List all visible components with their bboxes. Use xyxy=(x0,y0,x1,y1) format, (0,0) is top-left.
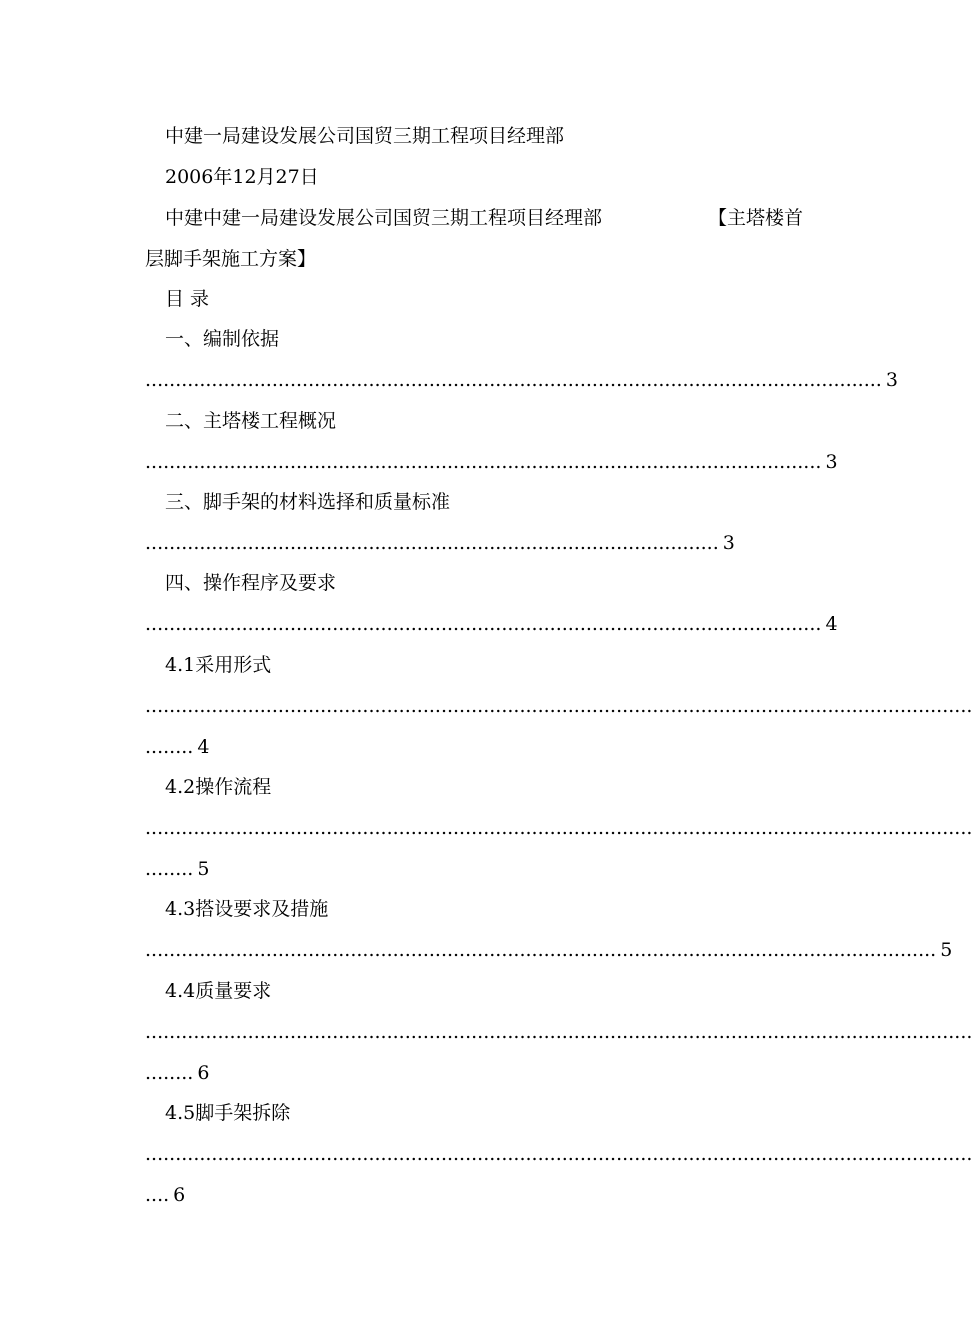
toc-leader: ......................................................................................................................................... xyxy=(145,695,972,717)
toc-dots: ........ xyxy=(145,858,194,880)
toc-item-label: 4.2操作流程 xyxy=(165,776,272,798)
toc-title: 目 录 xyxy=(165,288,210,310)
toc-item-page: 3 xyxy=(722,532,735,554)
toc-item-label: 4.4质量要求 xyxy=(165,980,272,1002)
toc-leader xyxy=(145,612,838,636)
toc-dots: ........ xyxy=(145,1062,194,1084)
toc-leader: ......................................................................................................................................... xyxy=(145,1021,972,1043)
toc-leader xyxy=(145,938,952,962)
toc-dots: ................................................................................................................ xyxy=(145,613,822,635)
toc-item-label: 四、操作程序及要求 xyxy=(165,572,337,594)
document-title-part2: 层脚手架施工方案】 xyxy=(145,248,317,270)
document-title-part1: 【主塔楼首 xyxy=(708,207,804,229)
toc-leader-continued xyxy=(145,1061,209,1085)
toc-dots: ........ xyxy=(145,736,194,758)
toc-item-label: 4.1采用形式 xyxy=(165,654,272,676)
document-date: 2006年12月27日 xyxy=(165,166,319,188)
toc-dots: ................................................................................................................................... xyxy=(145,939,937,961)
toc-dots: .......................................................................................................................... xyxy=(145,369,882,391)
toc-leader: ......................................................................................................................................... xyxy=(145,1143,972,1165)
toc-item-label: 4.5脚手架拆除 xyxy=(165,1102,291,1124)
toc-dots: .... xyxy=(145,1184,170,1206)
toc-dots: ................................................................................................................ xyxy=(145,451,822,473)
toc-leader xyxy=(145,531,735,555)
toc-leader: ......................................................................................................................................... xyxy=(145,817,972,839)
toc-item-page: 4 xyxy=(825,613,838,635)
toc-dots: ............................................................................................... xyxy=(145,532,719,554)
toc-leader-continued xyxy=(145,1183,185,1207)
toc-leader-continued xyxy=(145,735,209,759)
toc-leader xyxy=(145,450,838,474)
toc-item-page: 6 xyxy=(197,1062,210,1084)
toc-item-page: 3 xyxy=(825,451,838,473)
org-name-full: 中建中建一局建设发展公司国贸三期工程项目经理部 xyxy=(165,207,603,229)
toc-item-page: 6 xyxy=(173,1184,186,1206)
org-name: 中建一局建设发展公司国贸三期工程项目经理部 xyxy=(165,125,565,147)
toc-item-label: 三、脚手架的材料选择和质量标准 xyxy=(165,491,451,513)
toc-leader xyxy=(145,368,898,392)
toc-item-label: 4.3搭设要求及措施 xyxy=(165,898,329,920)
toc-item-page: 5 xyxy=(197,858,210,880)
toc-item-page: 5 xyxy=(940,939,953,961)
toc-item-label: 二、主塔楼工程概况 xyxy=(165,410,337,432)
toc-item-page: 4 xyxy=(197,736,210,758)
toc-item-label: 一、编制依据 xyxy=(165,328,280,350)
toc-leader-continued xyxy=(145,857,209,881)
toc-item-page: 3 xyxy=(885,369,898,391)
